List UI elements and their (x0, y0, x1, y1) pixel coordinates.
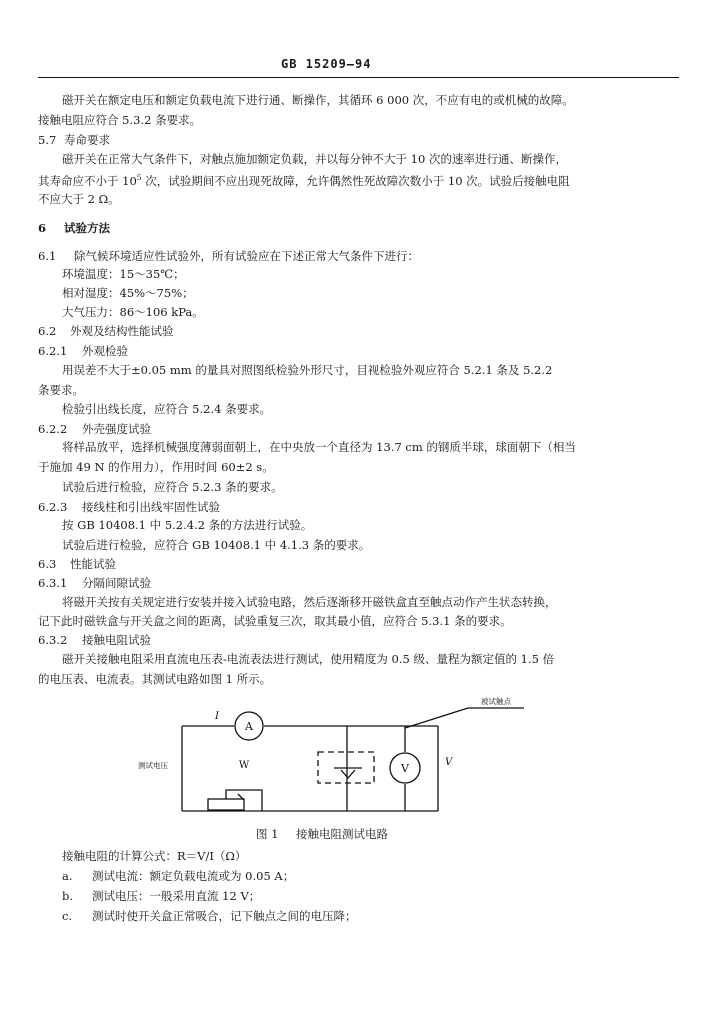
text-line: 记下此时磁铁盒与开关盒之间的距离，试验重复三次，取其最小值，应符合 5.3.1 条的要求。 (38, 614, 512, 628)
formula-line: 接触电阻的计算公式：R＝V/I（Ω） (62, 849, 247, 863)
list-marker: c. (62, 909, 73, 923)
figure-caption-number: 图 1 (256, 827, 279, 841)
text-line: 磁开关在额定电压和额定负载电流下进行通、断操作，其循环 6 000 次，不应有电的或机械的故障。 (62, 93, 574, 107)
text-line: 其寿命应不小于 $10^5$ 次，试验期间不应出现死故障，允许偶然性死故障次数小于 10 次。试验后接触电阻 (38, 173, 570, 188)
page-header-standard: GB 15209—94 (281, 57, 372, 71)
text-line: 磁开关接触电阻采用直流电压表-电流表法进行测试，使用精度为 0.5 级、量程为额定值的 1.5 倍 (62, 652, 555, 666)
section-title: 性能试验 (70, 557, 116, 571)
list-marker: a. (62, 869, 73, 883)
contact-leader-line (405, 708, 468, 728)
text-line: 按 GB 10408.1 中 5.2.4.2 条的方法进行试验。 (62, 518, 313, 532)
text-line: 于施加 49 N 的作用力），作用时间 60±2 s。 (38, 460, 274, 474)
section-number: 5.7 (38, 133, 57, 147)
condition-temperature: 环境温度：15～35℃； (62, 267, 185, 281)
list-item: 测试电流：额定负载电流或为 0.05 A； (92, 869, 295, 883)
section-title: 接线柱和引出线牢固性试验 (82, 500, 220, 514)
section-number: 6.2.2 (38, 422, 68, 436)
rheostat-label: W (238, 760, 250, 771)
list-item: 测试电压：一般采用直流 12 V； (92, 889, 261, 903)
section-number: 6.1 (38, 249, 57, 263)
figure-caption-title: 接触电阻测试电路 (296, 827, 388, 841)
text-line: 不应大于 2 Ω。 (38, 192, 120, 206)
section-title: 分隔间隙试验 (82, 576, 151, 590)
section-number: 6.3.2 (38, 633, 68, 647)
section-title: 试验方法 (64, 221, 110, 235)
current-label: I (215, 711, 219, 722)
contact-arrow (341, 770, 355, 778)
section-number: 6.2 (38, 324, 57, 338)
source-label: 测试电压 (138, 761, 168, 770)
text-line: 将磁开关按有关规定进行安装并接入试验电路，然后逐渐移开磁铁盒直至触点动作产生状态转换， (62, 595, 557, 609)
text-line: 除气候环境适应性试验外，所有试验应在下述正常大气条件下进行： (74, 249, 419, 263)
condition-humidity: 相对湿度：45%～75%； (62, 286, 194, 300)
voltage-label: V (445, 757, 453, 768)
contact-label: 被试触点 (481, 697, 511, 706)
section-title: 外观检验 (82, 344, 128, 358)
list-item: 测试时使开关盒正常吸合，记下触点之间的电压降； (92, 909, 357, 923)
text-line: 的电压表、电流表。其测试电路如图 1 所示。 (38, 672, 272, 686)
condition-pressure: 大气压力：86～106 kPa。 (62, 305, 204, 319)
section-number: 6.2.3 (38, 500, 68, 514)
text-line: 试验后进行检验，应符合 5.2.3 条的要求。 (62, 480, 283, 494)
list-marker: b. (62, 889, 74, 903)
text-line: 检验引出线长度，应符合 5.2.4 条要求。 (62, 402, 272, 416)
section-number: 6.3 (38, 557, 57, 571)
voltmeter-label: V (401, 762, 409, 775)
section-number: 6 (38, 221, 47, 235)
section-number: 6.2.1 (38, 344, 68, 358)
section-title: 接触电阻试验 (82, 633, 151, 647)
section-title: 寿命要求 (64, 133, 110, 147)
text-line: 试验后进行检验，应符合 GB 10408.1 中 4.1.3 条的要求。 (62, 538, 371, 552)
ammeter-label: A (245, 720, 253, 733)
text-line: 接触电阻应符合 5.3.2 条要求。 (38, 113, 202, 127)
section-title: 外观及结构性能试验 (70, 324, 174, 338)
text-line: 用误差不大于±0.05 mm 的量具对照图纸检验外形尺寸，目视检验外观应符合 5.2.1 条及 5.2.2 (62, 363, 553, 377)
text-line: 将样品放平，选择机械强度薄弱面朝上，在中央放一个直径为 13.7 cm 的钢质半球，球面朝下（相当 (62, 440, 576, 454)
text-line: 条要求。 (38, 383, 84, 397)
section-number: 6.3.1 (38, 576, 68, 590)
rheostat-body (208, 799, 244, 810)
text-line: 磁开关在正常大气条件下，对触点施加额定负载，并以每分钟不大于 10 次的速率进行通、断操作， (62, 152, 567, 166)
section-title: 外壳强度试验 (82, 422, 151, 436)
